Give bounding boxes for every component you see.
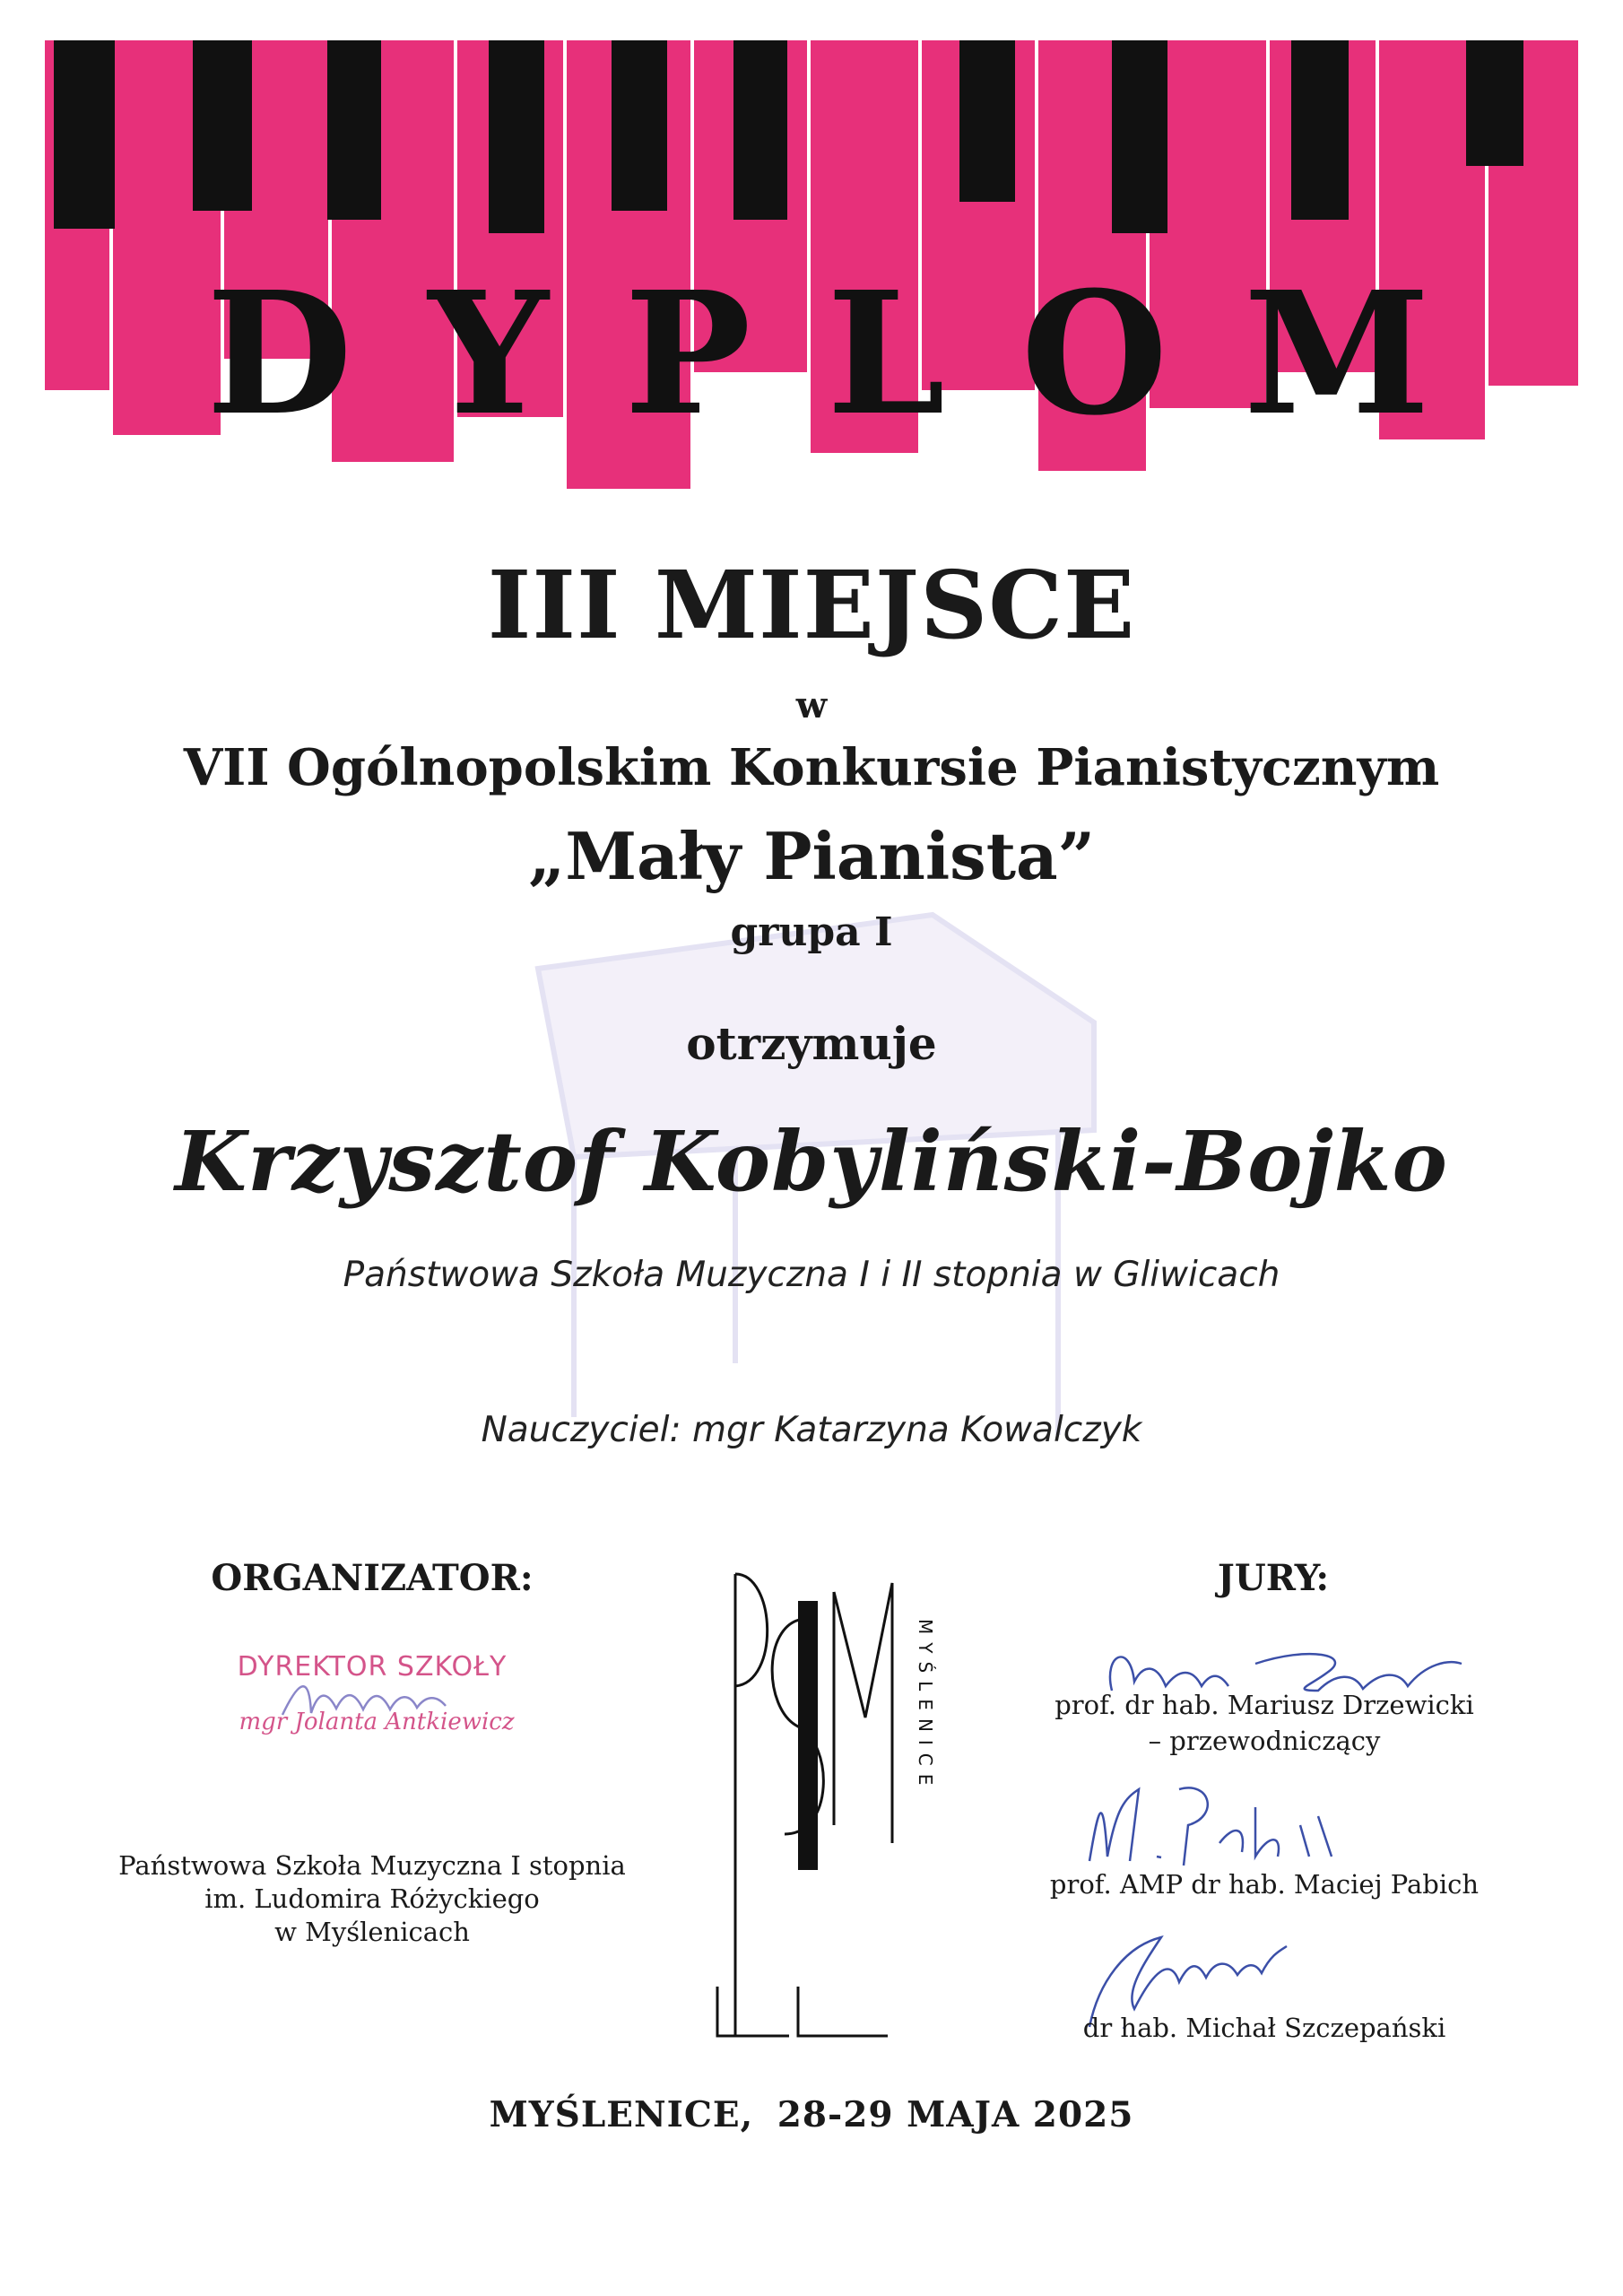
- juror-3-name: dr hab. Michał Szczepański: [1082, 2013, 1446, 2043]
- logo-vertical-text: MYŚLENICE: [915, 1619, 936, 1794]
- title-letter: P: [624, 255, 751, 453]
- group-label: grupa I: [730, 909, 893, 955]
- footer-dates: 28-29 MAJA 2025: [777, 2094, 1134, 2135]
- organizer-school-line: im. Ludomira Różyckiego: [204, 1883, 540, 1914]
- juror-2-name: prof. AMP dr hab. Maciej Pabich: [1049, 1869, 1480, 1900]
- juror-1-name: prof. dr hab. Mariusz Drzewicki: [1055, 1690, 1474, 1720]
- stamp-line-1: DYREKTOR SZKOŁY: [237, 1651, 508, 1683]
- laureate-school: Państwowa Szkoła Muzyczna I i II stopnia w Gliwicach: [343, 1255, 1280, 1295]
- teacher-line: Nauczyciel: mgr Katarzyna Kowalczyk: [481, 1410, 1142, 1450]
- title-letter: M: [1243, 255, 1430, 453]
- contest-title: VII Ogólnopolskim Konkursie Pianistycznym: [183, 738, 1440, 797]
- juror-1-role: – przewodniczący: [1148, 1726, 1381, 1756]
- title-letter: O: [1020, 255, 1168, 453]
- receives-label: otrzymuje: [686, 1017, 937, 1070]
- title-letter: L: [826, 255, 946, 453]
- organizer-school: [108, 1849, 637, 1949]
- director-stamp: [202, 1641, 542, 1749]
- diploma-title: [0, 255, 1623, 453]
- title-letter: Y: [428, 255, 549, 453]
- laureate-name: Krzysztof Kobyliński-Bojko: [175, 1113, 1448, 1210]
- jury-heading: JURY:: [1217, 1557, 1330, 1599]
- footer-city: MYŚLENICE,: [489, 2094, 754, 2135]
- psm-logo: [708, 1565, 936, 2040]
- organizer-school-line: w Myślenicach: [274, 1917, 470, 1947]
- award-place: III MIEJSCE: [487, 550, 1136, 660]
- in-word: w: [795, 684, 828, 726]
- organizer-school-line: Państwowa Szkoła Muzyczna I stopnia: [118, 1850, 626, 1881]
- signature-pabich: [1076, 1771, 1345, 1879]
- title-letter: D: [206, 255, 353, 453]
- stamp-line-2: mgr Jolanta Antkiewicz: [239, 1709, 515, 1735]
- footer-place-date: [0, 2092, 1623, 2137]
- organizer-heading: ORGANIZATOR:: [211, 1557, 534, 1599]
- contest-name: „Mały Pianista”: [527, 818, 1096, 894]
